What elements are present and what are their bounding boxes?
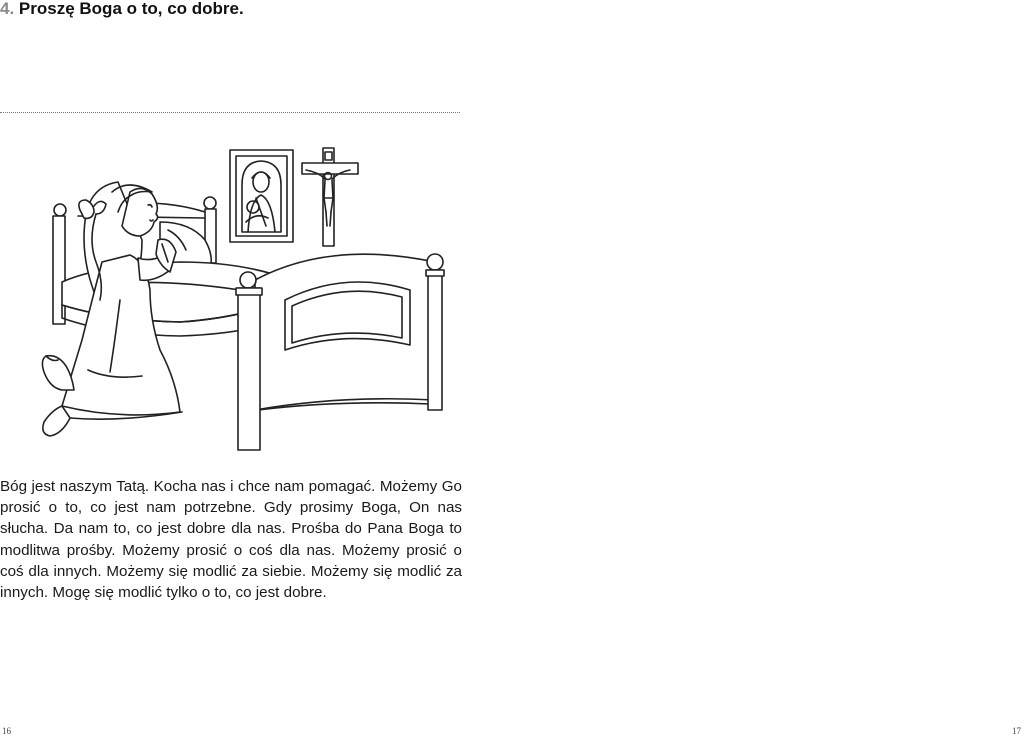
crucifix: [302, 148, 358, 246]
bed-foot-post-right: [426, 254, 444, 410]
holy-icon-picture: [230, 150, 293, 242]
page-number-right: 17: [1012, 726, 1021, 736]
lesson-heading: [0, 0, 244, 19]
right-page: [512, 0, 1024, 737]
page-number-left: 16: [2, 726, 11, 736]
lesson-title: Proszę Boga o to, co dobre.: [18, 0, 244, 18]
dotted-writing-line: [0, 112, 460, 113]
lesson-body-text: Bóg jest naszym Tatą. Kocha nas i chce nam pomagać. Możemy Go prosić o to, co jest nam potrzebne. Gdy prosimy Boga, On nas słucha. Da nam to, co jest dobre dla nas. Prośba do Pana Boga to modlitwa prośby. Możemy prosić o coś dla nas. Możemy prosić o coś dla innych. Możemy się modlić za siebie. Możemy się modlić za innych. Mogę się modlić tylko o to, co jest dobre.: [0, 478, 462, 602]
praying-girl-illustration: [28, 140, 460, 455]
bed-foot-post-left: [236, 272, 262, 450]
bed-footboard: [255, 254, 435, 410]
lesson-number: 4.: [0, 0, 15, 18]
